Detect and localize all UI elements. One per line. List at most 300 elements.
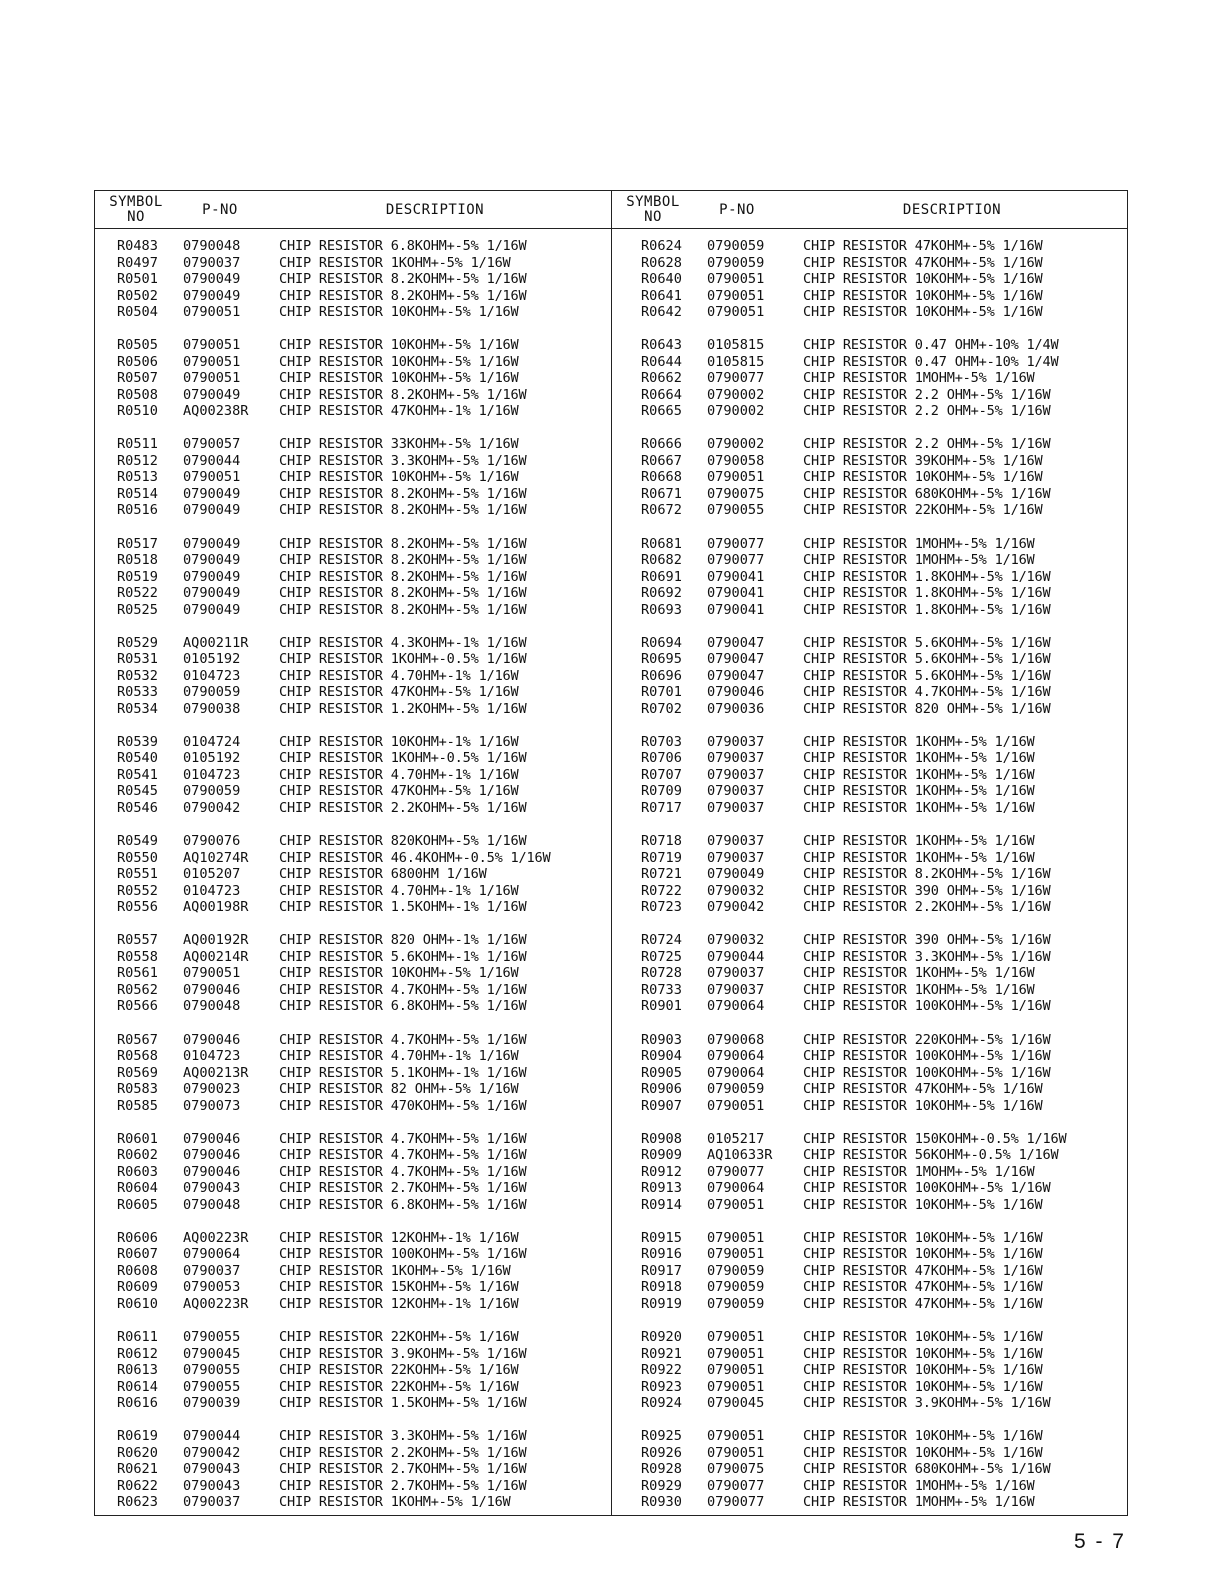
part-number-cell: 0790032 xyxy=(707,882,765,899)
description-cell: CHIP RESISTOR 8.2KOHM+-5% 1/16W xyxy=(279,535,527,552)
part-number-cell: 0790042 xyxy=(183,799,241,816)
part-number-cell: 0790055 xyxy=(183,1362,241,1379)
table-row xyxy=(117,453,627,470)
description-cell: CHIP RESISTOR 10KOHM+-5% 1/16W xyxy=(279,304,519,320)
part-number-cell: 0790051 xyxy=(183,337,241,354)
part-number-cell: 0790051 xyxy=(183,965,241,982)
row-group xyxy=(641,932,1151,1031)
symbol-cell: R0511 xyxy=(117,436,158,453)
symbol-cell: R0531 xyxy=(117,651,158,668)
table-row xyxy=(117,750,627,767)
table-row xyxy=(117,536,627,553)
description-cell: CHIP RESISTOR 5.6KOHM+-5% 1/16W xyxy=(803,651,1051,668)
table-row xyxy=(641,1478,1151,1495)
row-group xyxy=(641,337,1151,436)
part-number-cell: AQ10633R xyxy=(707,1147,773,1164)
symbol-cell: R0532 xyxy=(117,667,158,684)
table-row xyxy=(117,337,627,354)
description-cell: CHIP RESISTOR 8.2KOHM+-5% 1/16W xyxy=(279,585,527,602)
symbol-cell: R0721 xyxy=(641,866,682,883)
description-cell: CHIP RESISTOR 1.2KOHM+-5% 1/16W xyxy=(279,700,527,717)
table-row xyxy=(641,800,1151,817)
table-row xyxy=(117,1296,627,1313)
table-row xyxy=(641,1230,1151,1247)
description-cell: CHIP RESISTOR 4.70HM+-1% 1/16W xyxy=(279,667,519,684)
table-row xyxy=(641,1065,1151,1082)
description-cell: CHIP RESISTOR 2.2KOHM+-5% 1/16W xyxy=(279,1444,527,1461)
part-number-cell: 0790037 xyxy=(707,849,765,866)
description-cell: CHIP RESISTOR 2.2 OHM+-5% 1/16W xyxy=(803,436,1051,453)
symbol-cell: R0916 xyxy=(641,1246,682,1263)
symbol-cell: R0928 xyxy=(641,1461,682,1478)
description-cell: CHIP RESISTOR 82 OHM+-5% 1/16W xyxy=(279,1081,519,1097)
table-row xyxy=(117,469,627,486)
table-row xyxy=(117,1147,627,1164)
part-number-cell: 0790051 xyxy=(707,1329,765,1346)
description-cell: CHIP RESISTOR 4.70HM+-1% 1/16W xyxy=(279,766,519,783)
symbol-cell: R0691 xyxy=(641,568,682,585)
symbol-cell: R0706 xyxy=(641,750,682,767)
page-number: 5 - 7 xyxy=(1073,1530,1126,1553)
table-row xyxy=(117,833,627,850)
table-row xyxy=(117,1279,627,1296)
symbol-cell: R0903 xyxy=(641,1031,682,1048)
row-group xyxy=(117,436,627,535)
table-row xyxy=(117,602,627,619)
part-number-cell: 0790046 xyxy=(183,981,241,998)
part-number-cell: 0790049 xyxy=(183,535,241,552)
part-number-cell: 0790044 xyxy=(707,948,765,965)
description-cell: CHIP RESISTOR 1KOHM+-5% 1/16W xyxy=(279,254,511,271)
description-cell: CHIP RESISTOR 1KOHM+-5% 1/16W xyxy=(803,849,1035,866)
description-cell: CHIP RESISTOR 47KOHM+-5% 1/16W xyxy=(803,254,1043,271)
description-cell: CHIP RESISTOR 1.8KOHM+-5% 1/16W xyxy=(803,585,1051,602)
part-number-cell: 0790077 xyxy=(707,1494,765,1511)
table-row xyxy=(117,1428,627,1445)
symbol-cell: R0901 xyxy=(641,998,682,1015)
description-cell: CHIP RESISTOR 1KOHM+-5% 1/16W xyxy=(803,733,1035,750)
description-cell: CHIP RESISTOR 1MOHM+-5% 1/16W xyxy=(803,1163,1035,1180)
description-cell: CHIP RESISTOR 10KOHM+-5% 1/16W xyxy=(803,1229,1043,1246)
row-group xyxy=(641,635,1151,734)
row-group xyxy=(641,436,1151,535)
symbol-cell: R0541 xyxy=(117,766,158,783)
description-cell: CHIP RESISTOR 22KOHM+-5% 1/16W xyxy=(279,1378,519,1395)
description-cell: CHIP RESISTOR 47KOHM+-5% 1/16W xyxy=(803,238,1043,254)
row-group xyxy=(641,1230,1151,1329)
left-column xyxy=(117,238,627,1527)
symbol-cell: R0562 xyxy=(117,981,158,998)
symbol-cell: R0930 xyxy=(641,1494,682,1511)
part-number-cell: 0790051 xyxy=(707,1378,765,1395)
symbol-cell: R0619 xyxy=(117,1428,158,1445)
table-row xyxy=(641,949,1151,966)
description-cell: CHIP RESISTOR 1MOHM+-5% 1/16W xyxy=(803,1477,1035,1494)
description-cell: CHIP RESISTOR 47KOHM+-5% 1/16W xyxy=(279,783,519,800)
symbol-cell: R0672 xyxy=(641,502,682,519)
description-cell: CHIP RESISTOR 4.7KOHM+-5% 1/16W xyxy=(279,1130,527,1147)
symbol-cell: R0662 xyxy=(641,370,682,387)
symbol-cell: R0693 xyxy=(641,601,682,618)
table-row xyxy=(641,701,1151,718)
row-group xyxy=(117,1131,627,1230)
part-number-cell: 0790055 xyxy=(707,502,765,519)
table-row xyxy=(117,502,627,519)
part-number-cell: 0790059 xyxy=(707,254,765,271)
table-row xyxy=(117,668,627,685)
table-row xyxy=(641,1131,1151,1148)
part-number-cell: 0790076 xyxy=(183,833,241,850)
part-number-cell: 0790051 xyxy=(183,353,241,370)
part-number-cell: AQ00223R xyxy=(183,1229,249,1246)
table-row xyxy=(641,899,1151,916)
symbol-cell: R0628 xyxy=(641,254,682,271)
description-cell: CHIP RESISTOR 8.2KOHM+-5% 1/16W xyxy=(279,287,527,304)
symbol-cell: R0694 xyxy=(641,634,682,651)
description-cell: CHIP RESISTOR 5.6KOHM+-1% 1/16W xyxy=(279,948,527,965)
description-cell: CHIP RESISTOR 10KOHM+-5% 1/16W xyxy=(279,353,519,370)
description-cell: CHIP RESISTOR 1KOHM+-5% 1/16W xyxy=(803,833,1035,850)
part-number-cell: 0790077 xyxy=(707,1477,765,1494)
symbol-cell: R0728 xyxy=(641,965,682,982)
part-number-cell: 0790051 xyxy=(707,1444,765,1461)
part-number-cell: 0790064 xyxy=(707,1180,765,1197)
description-cell: CHIP RESISTOR 1.8KOHM+-5% 1/16W xyxy=(803,601,1051,618)
table-row xyxy=(641,767,1151,784)
row-group xyxy=(117,536,627,635)
part-number-cell: 0790049 xyxy=(183,601,241,618)
table-row xyxy=(117,288,627,305)
symbol-cell: R0566 xyxy=(117,998,158,1015)
description-cell: CHIP RESISTOR 3.3KOHM+-5% 1/16W xyxy=(803,948,1051,965)
table-row xyxy=(117,1032,627,1049)
header-right xyxy=(612,191,1127,229)
symbol-cell: R0517 xyxy=(117,535,158,552)
part-number-cell: AQ00211R xyxy=(183,634,249,651)
table-row xyxy=(117,436,627,453)
table-row xyxy=(641,1263,1151,1280)
table-row xyxy=(117,998,627,1015)
symbol-cell: R0623 xyxy=(117,1494,158,1511)
description-cell: CHIP RESISTOR 47KOHM+-1% 1/16W xyxy=(279,403,519,420)
table-row xyxy=(117,238,627,255)
description-cell: CHIP RESISTOR 100KOHM+-5% 1/16W xyxy=(803,1048,1051,1064)
table-row xyxy=(641,552,1151,569)
part-number-cell: 0790047 xyxy=(707,651,765,668)
description-cell: CHIP RESISTOR 33KOHM+-5% 1/16W xyxy=(279,436,519,453)
description-cell: CHIP RESISTOR 4.7KOHM+-5% 1/16W xyxy=(803,684,1051,701)
row-group xyxy=(117,1032,627,1131)
part-number-cell: 0790075 xyxy=(707,1461,765,1478)
part-number-cell: 0790073 xyxy=(183,1097,241,1114)
symbol-cell: R0915 xyxy=(641,1229,682,1246)
table-row xyxy=(117,403,627,420)
symbol-cell: R0551 xyxy=(117,866,158,883)
symbol-cell: R0608 xyxy=(117,1262,158,1279)
part-number-cell: 0790053 xyxy=(183,1279,241,1296)
symbol-cell: R0912 xyxy=(641,1163,682,1180)
part-number-cell: 0790077 xyxy=(707,535,765,552)
part-number-cell: 0790051 xyxy=(183,304,241,320)
symbol-cell: R0603 xyxy=(117,1163,158,1180)
description-cell: CHIP RESISTOR 8.2KOHM+-5% 1/16W xyxy=(803,866,1051,883)
description-cell: CHIP RESISTOR 1MOHM+-5% 1/16W xyxy=(803,552,1035,569)
symbol-cell: R0561 xyxy=(117,965,158,982)
description-cell: CHIP RESISTOR 2.7KOHM+-5% 1/16W xyxy=(279,1461,527,1478)
table-row xyxy=(117,701,627,718)
table-row xyxy=(641,1362,1151,1379)
symbol-cell: R0545 xyxy=(117,783,158,800)
part-number-cell: 0790059 xyxy=(707,1279,765,1296)
table-row xyxy=(117,783,627,800)
description-cell: CHIP RESISTOR 470KOHM+-5% 1/16W xyxy=(279,1097,527,1114)
part-number-cell: 0790037 xyxy=(707,783,765,800)
part-number-cell: 0790046 xyxy=(183,1031,241,1048)
parts-table xyxy=(94,190,1128,1516)
table-row xyxy=(117,1379,627,1396)
symbol-cell: R0920 xyxy=(641,1329,682,1346)
table-row xyxy=(641,1379,1151,1396)
header-description: DESCRIPTION xyxy=(385,201,485,218)
symbol-cell: R0621 xyxy=(117,1461,158,1478)
table-row xyxy=(641,734,1151,751)
description-cell: CHIP RESISTOR 10KOHM+-5% 1/16W xyxy=(803,1329,1043,1346)
table-row xyxy=(641,833,1151,850)
table-row xyxy=(641,1032,1151,1049)
description-cell: CHIP RESISTOR 3.3KOHM+-5% 1/16W xyxy=(279,452,527,469)
description-cell: CHIP RESISTOR 150KOHM+-0.5% 1/16W xyxy=(803,1130,1067,1147)
part-number-cell: 0790051 xyxy=(707,271,765,287)
description-cell: CHIP RESISTOR 2.2KOHM+-5% 1/16W xyxy=(803,899,1051,916)
part-number-cell: 0790064 xyxy=(183,1246,241,1263)
description-cell: CHIP RESISTOR 5.6KOHM+-5% 1/16W xyxy=(803,634,1051,651)
symbol-cell: R0549 xyxy=(117,833,158,850)
table-row xyxy=(117,1395,627,1412)
table-row xyxy=(117,1081,627,1098)
description-cell: CHIP RESISTOR 5.1KOHM+-1% 1/16W xyxy=(279,1064,527,1081)
table-row xyxy=(641,370,1151,387)
part-number-cell: 0790064 xyxy=(707,998,765,1015)
description-cell: CHIP RESISTOR 6.8KOHM+-5% 1/16W xyxy=(279,1196,527,1213)
table-row xyxy=(641,1494,1151,1511)
description-cell: CHIP RESISTOR 2.2KOHM+-5% 1/16W xyxy=(279,799,527,816)
description-cell: CHIP RESISTOR 100KOHM+-5% 1/16W xyxy=(803,1180,1051,1197)
table-row xyxy=(117,271,627,288)
symbol-cell: R0666 xyxy=(641,436,682,453)
description-cell: CHIP RESISTOR 8.2KOHM+-5% 1/16W xyxy=(279,568,527,585)
table-row xyxy=(641,1445,1151,1462)
table-row xyxy=(117,800,627,817)
symbol-cell: R0702 xyxy=(641,700,682,717)
symbol-cell: R0665 xyxy=(641,403,682,420)
table-row xyxy=(117,982,627,999)
part-number-cell: AQ00223R xyxy=(183,1295,249,1312)
part-number-cell: AQ00198R xyxy=(183,899,249,916)
table-row xyxy=(641,271,1151,288)
description-cell: CHIP RESISTOR 4.7KOHM+-5% 1/16W xyxy=(279,981,527,998)
description-cell: CHIP RESISTOR 15KOHM+-5% 1/16W xyxy=(279,1279,519,1296)
symbol-cell: R0703 xyxy=(641,733,682,750)
symbol-cell: R0925 xyxy=(641,1428,682,1445)
symbol-cell: R0921 xyxy=(641,1345,682,1362)
table-row xyxy=(117,850,627,867)
table-row xyxy=(641,850,1151,867)
row-group xyxy=(117,932,627,1031)
part-number-cell: 0790059 xyxy=(707,1295,765,1312)
description-cell: CHIP RESISTOR 1KOHM+-5% 1/16W xyxy=(803,766,1035,783)
table-row xyxy=(641,1296,1151,1313)
table-row xyxy=(117,552,627,569)
symbol-cell: R0483 xyxy=(117,238,158,254)
table-row xyxy=(117,486,627,503)
description-cell: CHIP RESISTOR 46.4KOHM+-0.5% 1/16W xyxy=(279,849,551,866)
part-number-cell: 0790047 xyxy=(707,634,765,651)
table-row xyxy=(641,469,1151,486)
part-number-cell: 0790064 xyxy=(707,1048,765,1064)
description-cell: CHIP RESISTOR 1MOHM+-5% 1/16W xyxy=(803,1494,1035,1511)
symbol-cell: R0724 xyxy=(641,932,682,949)
symbol-cell: R0718 xyxy=(641,833,682,850)
table-row xyxy=(641,304,1151,321)
symbol-cell: R0614 xyxy=(117,1378,158,1395)
part-number-cell: 0790041 xyxy=(707,585,765,602)
part-number-cell: 0105192 xyxy=(183,651,241,668)
description-cell: CHIP RESISTOR 4.7KOHM+-5% 1/16W xyxy=(279,1147,527,1164)
symbol-cell: R0917 xyxy=(641,1262,682,1279)
description-cell: CHIP RESISTOR 680KOHM+-5% 1/16W xyxy=(803,1461,1051,1478)
description-cell: CHIP RESISTOR 10KOHM+-5% 1/16W xyxy=(803,469,1043,486)
row-group xyxy=(641,833,1151,932)
table-row xyxy=(117,1445,627,1462)
description-cell: CHIP RESISTOR 4.7KOHM+-5% 1/16W xyxy=(279,1163,527,1180)
symbol-cell: R0506 xyxy=(117,353,158,370)
table-row xyxy=(117,1246,627,1263)
description-cell: CHIP RESISTOR 0.47 OHM+-10% 1/4W xyxy=(803,337,1059,354)
description-cell: CHIP RESISTOR 1.5KOHM+-1% 1/16W xyxy=(279,899,527,916)
table-row xyxy=(641,1246,1151,1263)
part-number-cell: 0790032 xyxy=(707,932,765,949)
symbol-cell: R0643 xyxy=(641,337,682,354)
part-number-cell: AQ00192R xyxy=(183,932,249,949)
header-description: DESCRIPTION xyxy=(902,201,1002,218)
description-cell: CHIP RESISTOR 2.2 OHM+-5% 1/16W xyxy=(803,403,1051,420)
description-cell: CHIP RESISTOR 100KOHM+-5% 1/16W xyxy=(803,1064,1051,1081)
symbol-cell: R0558 xyxy=(117,948,158,965)
part-number-cell: 0790023 xyxy=(183,1081,241,1097)
description-cell: CHIP RESISTOR 6.8KOHM+-5% 1/16W xyxy=(279,238,527,254)
symbol-cell: R0722 xyxy=(641,882,682,899)
symbol-cell: R0923 xyxy=(641,1378,682,1395)
symbol-cell: R0909 xyxy=(641,1147,682,1164)
description-cell: CHIP RESISTOR 12KOHM+-1% 1/16W xyxy=(279,1295,519,1312)
description-cell: CHIP RESISTOR 1.8KOHM+-5% 1/16W xyxy=(803,568,1051,585)
part-number-cell: 0790038 xyxy=(183,700,241,717)
part-number-cell: AQ00213R xyxy=(183,1064,249,1081)
row-group xyxy=(641,1329,1151,1428)
description-cell: CHIP RESISTOR 3.9KOHM+-5% 1/16W xyxy=(279,1345,527,1362)
part-number-cell: 0790044 xyxy=(183,1428,241,1445)
description-cell: CHIP RESISTOR 10KOHM+-5% 1/16W xyxy=(803,287,1043,304)
part-number-cell: 0790049 xyxy=(707,866,765,883)
symbol-cell: R0604 xyxy=(117,1180,158,1197)
symbol-cell: R0906 xyxy=(641,1081,682,1097)
table-row xyxy=(641,453,1151,470)
part-number-cell: 0790046 xyxy=(183,1147,241,1164)
header-p-no: P-NO xyxy=(202,201,238,218)
description-cell: CHIP RESISTOR 8.2KOHM+-5% 1/16W xyxy=(279,271,527,287)
part-number-cell: 0790059 xyxy=(707,1262,765,1279)
description-cell: CHIP RESISTOR 10KOHM+-5% 1/16W xyxy=(279,469,519,486)
part-number-cell: 0790051 xyxy=(707,1196,765,1213)
symbol-cell: R0507 xyxy=(117,370,158,387)
part-number-cell: AQ00238R xyxy=(183,403,249,420)
symbol-cell: R0733 xyxy=(641,981,682,998)
part-number-cell: 0790077 xyxy=(707,1163,765,1180)
description-cell: CHIP RESISTOR 1KOHM+-5% 1/16W xyxy=(803,783,1035,800)
description-cell: CHIP RESISTOR 820KOHM+-5% 1/16W xyxy=(279,833,527,850)
description-cell: CHIP RESISTOR 5.6KOHM+-5% 1/16W xyxy=(803,667,1051,684)
symbol-cell: R0667 xyxy=(641,452,682,469)
table-row xyxy=(641,1098,1151,1115)
table-row xyxy=(117,1131,627,1148)
table-row xyxy=(641,1197,1151,1214)
symbol-cell: R0671 xyxy=(641,485,682,502)
description-cell: CHIP RESISTOR 12KOHM+-1% 1/16W xyxy=(279,1229,519,1246)
description-cell: CHIP RESISTOR 6.8KOHM+-5% 1/16W xyxy=(279,998,527,1015)
table-row xyxy=(117,1362,627,1379)
part-number-cell: 0790077 xyxy=(707,552,765,569)
part-number-cell: 0790048 xyxy=(183,998,241,1015)
symbol-cell: R0525 xyxy=(117,601,158,618)
part-number-cell: 0790002 xyxy=(707,386,765,403)
row-group xyxy=(117,635,627,734)
part-number-cell: 0790049 xyxy=(183,585,241,602)
description-cell: CHIP RESISTOR 8.2KOHM+-5% 1/16W xyxy=(279,601,527,618)
description-cell: CHIP RESISTOR 10KOHM+-5% 1/16W xyxy=(279,370,519,387)
table-row xyxy=(117,1346,627,1363)
part-number-cell: AQ00214R xyxy=(183,948,249,965)
table-row xyxy=(641,883,1151,900)
part-number-cell: 0790046 xyxy=(707,684,765,701)
description-cell: CHIP RESISTOR 390 OHM+-5% 1/16W xyxy=(803,932,1051,949)
row-group xyxy=(641,734,1151,833)
symbol-cell: R0505 xyxy=(117,337,158,354)
row-group xyxy=(641,1428,1151,1527)
part-number-cell: 0790045 xyxy=(183,1345,241,1362)
table-row xyxy=(641,1346,1151,1363)
part-number-cell: 0790037 xyxy=(707,833,765,850)
part-number-cell: 0790051 xyxy=(707,469,765,486)
part-number-cell: 0790037 xyxy=(707,766,765,783)
description-cell: CHIP RESISTOR 2.7KOHM+-5% 1/16W xyxy=(279,1477,527,1494)
table-row xyxy=(641,684,1151,701)
table-row xyxy=(641,387,1151,404)
symbol-cell: R0534 xyxy=(117,700,158,717)
description-cell: CHIP RESISTOR 10KOHM+-5% 1/16W xyxy=(803,1444,1043,1461)
symbol-cell: R0501 xyxy=(117,271,158,287)
table-row xyxy=(117,883,627,900)
part-number-cell: 0790042 xyxy=(183,1444,241,1461)
symbol-cell: R0569 xyxy=(117,1064,158,1081)
description-cell: CHIP RESISTOR 4.70HM+-1% 1/16W xyxy=(279,1048,519,1064)
part-number-cell: 0790051 xyxy=(707,1229,765,1246)
symbol-cell: R0641 xyxy=(641,287,682,304)
symbol-cell: R0508 xyxy=(117,386,158,403)
part-number-cell: 0790055 xyxy=(183,1329,241,1346)
table-row xyxy=(117,932,627,949)
part-number-cell: 0790049 xyxy=(183,287,241,304)
part-number-cell: 0790036 xyxy=(707,700,765,717)
